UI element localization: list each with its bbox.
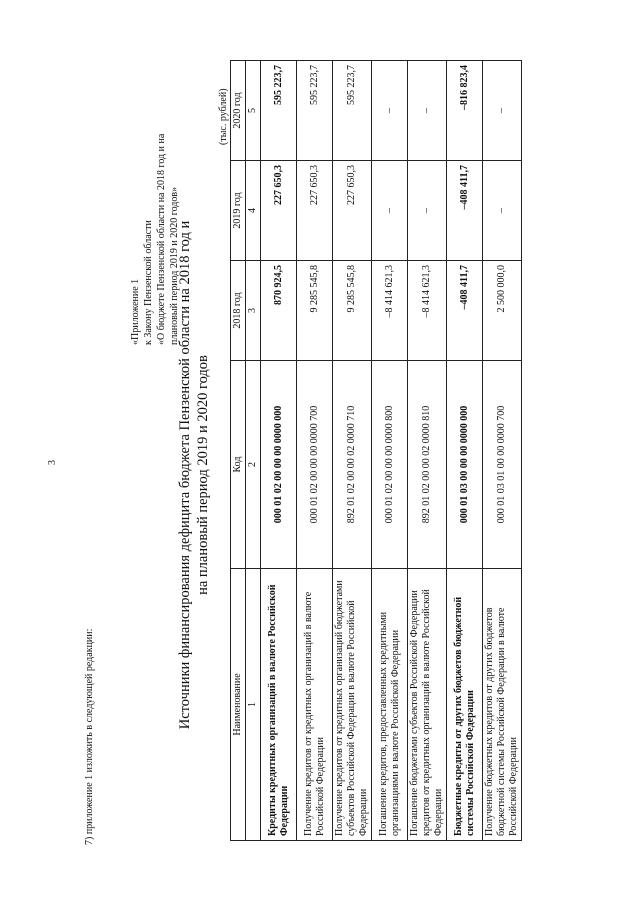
document-title: [176, 155, 212, 795]
row-2019: –: [483, 161, 522, 261]
row-name: Получение кредитов от кредитных организаций в валюте Российской Федерации: [297, 569, 333, 841]
column-number: 4: [246, 161, 261, 261]
appendix-header: [129, 134, 181, 345]
title-line: на плановый период 2019 и 2020 годов: [195, 355, 211, 595]
column-number: 5: [246, 61, 261, 161]
header-2020: 2020 год: [231, 61, 246, 161]
appendix-line: «Приложение 1: [130, 278, 141, 345]
row-2018: –8 414 621,3: [372, 261, 408, 361]
row-2018: –8 414 621,3: [408, 261, 447, 361]
row-2019: –: [408, 161, 447, 261]
table-row: [297, 61, 333, 841]
table-header-row: [231, 61, 246, 841]
header-name: Наименование: [231, 569, 246, 841]
appendix-line: к Закону Пензенской области: [143, 220, 154, 345]
row-code: 892 01 02 00 00 02 0000 710: [333, 361, 372, 569]
table-row: [447, 61, 483, 841]
column-number: 1: [246, 569, 261, 841]
intro-text: 7) приложение 1 изложить в следующей редакции:: [84, 628, 95, 845]
row-2018: –408 411,7: [447, 261, 483, 361]
appendix-line: плановый период 2019 и 2020 годов»: [169, 186, 180, 345]
row-code: 000 01 02 00 00 00 0000 700: [297, 361, 333, 569]
financing-table: [230, 60, 522, 841]
row-2019: 227 650,3: [261, 161, 297, 261]
row-2019: 227 650,3: [333, 161, 372, 261]
table-row: [483, 61, 522, 841]
row-name: Кредиты кредитных организаций в валюте Российской Федерации: [261, 569, 297, 841]
unit-label: (тыс. рублей): [218, 88, 229, 145]
table-row: [408, 61, 447, 841]
row-2019: –408 411,7: [447, 161, 483, 261]
row-name: Погашение кредитов, предоставленных кредитными организациями в валюте Российской Федерации: [372, 569, 408, 841]
column-number: 3: [246, 261, 261, 361]
column-number: 2: [246, 361, 261, 569]
row-name: Получение кредитов от кредитных организаций бюджетами субъектов Российской Федерации в валюте Российской Федерации: [333, 569, 372, 841]
row-code: 000 01 02 00 00 00 0000 000: [261, 361, 297, 569]
row-2018: 9 285 545,8: [297, 261, 333, 361]
row-2020: –: [483, 61, 522, 161]
row-2020: 595 223,7: [261, 61, 297, 161]
row-code: 000 01 03 00 00 00 0000 000: [447, 361, 483, 569]
row-code: 892 01 02 00 00 02 0000 810: [408, 361, 447, 569]
column-number-row: [246, 61, 261, 841]
header-code: Код: [231, 361, 246, 569]
row-name: Бюджетные кредиты от других бюджетов бюджетной системы Российской Федерации: [447, 569, 483, 841]
title-line: Источники финансирования дефицита бюджета Пензенской области на 2018 год и: [177, 220, 193, 730]
row-2019: 227 650,3: [297, 161, 333, 261]
row-2018: 2 500 000,0: [483, 261, 522, 361]
appendix-line: «О бюджете Пензенской области на 2018 год и на: [156, 133, 167, 345]
row-2018: 870 924,5: [261, 261, 297, 361]
table-row: [261, 61, 297, 841]
row-code: 000 01 02 00 00 00 0000 800: [372, 361, 408, 569]
row-2020: 595 223,7: [333, 61, 372, 161]
row-name: Погашение бюджетами субъектов Российской Федерации кредитов от кредитных организаций в валюте Российской Федерации: [408, 569, 447, 841]
row-2020: –816 823,4: [447, 61, 483, 161]
page-number: 3: [47, 460, 58, 465]
row-2019: –: [372, 161, 408, 261]
row-2020: –: [408, 61, 447, 161]
row-2018: 9 285 545,8: [333, 261, 372, 361]
table-row: [333, 61, 372, 841]
table-row: [372, 61, 408, 841]
header-2019: 2019 год: [231, 161, 246, 261]
row-2020: 595 223,7: [297, 61, 333, 161]
row-name: Получение бюджетных кредитов от других бюджетов бюджетной системы Российской Федерации в валюте Российской Федерации: [483, 569, 522, 841]
row-code: 000 01 03 01 00 00 0000 700: [483, 361, 522, 569]
row-2020: –: [372, 61, 408, 161]
header-2018: 2018 год: [231, 261, 246, 361]
